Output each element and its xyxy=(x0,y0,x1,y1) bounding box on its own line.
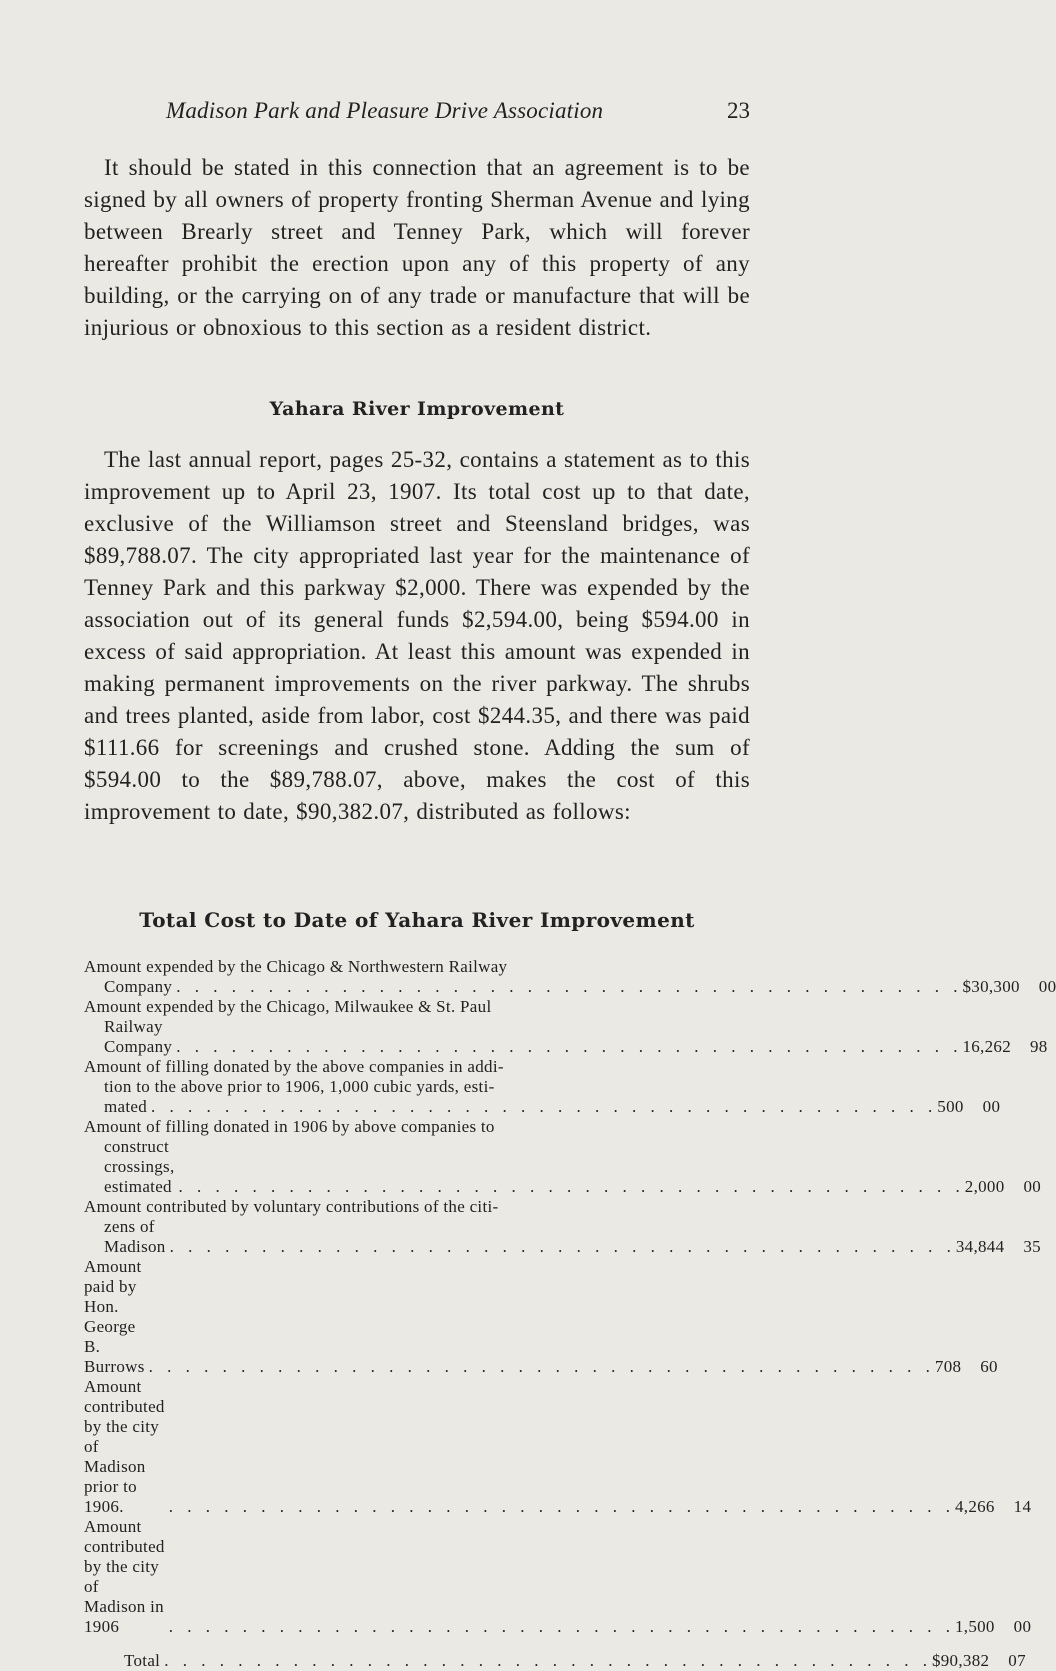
ledger-entry-final-line xyxy=(84,1517,1032,1637)
ledger-entry xyxy=(84,1377,1032,1517)
ledger-amount-cents: 00 xyxy=(1038,977,1056,996)
total-dollars: $90,382 xyxy=(931,1651,990,1670)
ledger-entry-line xyxy=(84,1057,750,1077)
ledger-entry-line xyxy=(84,997,750,1017)
ledger-amount xyxy=(955,1497,1031,1517)
ledger-amount xyxy=(935,1357,998,1377)
paragraph-improvement-cost: The last annual report, pages 25-32, contains a statement as to this improvement up to April 23, 1907. Its total cost up to that date, exclusive of the Williamson street and Steensland bridges, was $89,788.07. The city appropriated last year for the maintenance of Tenney Park and this parkway $2,000. There was expended by the association out of its general funds $2,594.00, being $594.00 in excess of said appropriation. At least this amount was expended in making permanent improvements on the river parkway. The shrubs and trees planted, aside from labor, cost $244.35, and there was paid $111.66 for screenings and crushed stone. Adding the sum of $594.00 to the $89,788.07, above, makes the cost of this improvement to date, $90,382.07, distributed as follows: xyxy=(84,447,750,824)
ledger-entry xyxy=(84,1197,1041,1257)
ledger-entry-line xyxy=(84,957,750,977)
ledger-entry-line xyxy=(84,1117,750,1137)
total-amount xyxy=(932,1651,1026,1671)
dot-leader: . . . . . . . . . . . . . . . . . . . . . . . . . . . . . . . . . . . . . . . . . . xyxy=(164,1651,932,1670)
ledger-entry-final-line xyxy=(84,1017,1048,1057)
ledger-entry-text: mated xyxy=(104,1097,148,1116)
ledger-amount xyxy=(962,1037,1047,1057)
dot-leader: . . . . . . . . . . . . . . . . . . . . . . . . . . . . . . . . . . . . . . . . . . . xyxy=(148,1357,935,1376)
ledger-entry-text: Amount paid by Hon. George B. Burrows xyxy=(84,1257,145,1376)
ledger-entry-text: Amount of filling donated in 1906 by above companies to xyxy=(84,1117,495,1136)
ledger-amount-cents: 00 xyxy=(982,1097,1001,1116)
page-header xyxy=(84,98,750,130)
ledger-amount-cents: 60 xyxy=(980,1357,998,1376)
table-heading-total-cost: Total Cost to Date of Yahara River Improvement xyxy=(139,908,695,932)
dot-leader: . . . . . . . . . . . . . . . . . . . . . . . . . . . . . . . . . . . . . . . . . . . xyxy=(168,1497,955,1516)
ledger-entry-text: Company xyxy=(104,977,173,996)
ledger-entry-final-line xyxy=(84,1257,998,1377)
ledger-amount-dollars: 708 xyxy=(934,1357,962,1376)
dot-leader: . . . . . . . . . . . . . . . . . . . . . . . . . . . . . . . . . . . . . . . . . . . xyxy=(176,1037,963,1056)
ledger-amount-cents: 98 xyxy=(1029,1037,1048,1056)
ledger-entry xyxy=(84,1057,1001,1117)
ledger-amount xyxy=(955,1617,1031,1637)
dot-leader: . . . . . . . . . . . . . . . . . . . . . . . . . . . . . . . . . . . . . . . . . . . xyxy=(151,1097,938,1116)
paragraph-agreement: It should be stated in this connection that an agreement is to be signed by all owners of property fronting Sherman Avenue and lying between Brearly street and Tenney Park, which will forever hereafter prohibit the erection upon any of this property of any building, or the carrying on of any trade or manufacture that will be injurious or obnoxious to this section as a resident district. xyxy=(84,155,750,340)
page-number: 23 xyxy=(727,98,750,123)
ledger-amount-dollars: 500 xyxy=(937,1097,964,1116)
ledger-entry-text: Amount expended by the Chicago & Northwestern Railway xyxy=(84,957,508,976)
ledger-entry-final-line xyxy=(84,1377,1032,1517)
dot-leader: . . . . . . . . . . . . . . . . . . . . . . . . . . . . . . . . . . . . . . . . . . . xyxy=(176,977,963,996)
ledger-amount xyxy=(965,1177,1041,1197)
ledger-entry-final-line xyxy=(84,1217,1041,1257)
ledger-amount-cents: 00 xyxy=(1013,1617,1032,1636)
ledger-entry-text: Amount contributed by the city of Madison in 1906 xyxy=(84,1517,165,1636)
ledger-entry xyxy=(84,997,1048,1057)
dot-leader: . . . . . . . . . . . . . . . . . . . . . . . . . . . . . . . . . . . . . . . . . . . xyxy=(178,1177,965,1196)
ledger-entry-final-line xyxy=(84,977,1056,997)
section-heading-yahara: Yahara River Improvement xyxy=(269,398,565,420)
ledger-entry-final-line xyxy=(84,1137,1042,1197)
ledger-amount-dollars: 4,266 xyxy=(954,1497,995,1516)
ledger-entry-text: Amount of filling donated by the above companies in addi- xyxy=(84,1057,504,1076)
ledger-amount-cents: 14 xyxy=(1013,1497,1032,1516)
ledger-entry-text: Amount expended by the Chicago, Milwaukee & St. Paul xyxy=(84,997,492,1016)
ledger-entry-text: zens of Madison xyxy=(104,1217,166,1256)
ledger-entry-text: Amount contributed by the city of Madison prior to 1906. xyxy=(84,1377,165,1516)
ledger-entry-final-line xyxy=(84,1097,1001,1117)
ledger-entry-text: construct crossings, estimated xyxy=(104,1137,175,1196)
ledger-amount xyxy=(962,977,1056,997)
dot-leader: . . . . . . . . . . . . . . . . . . . . . . . . . . . . . . . . . . . . . . . . . . . xyxy=(168,1617,955,1636)
ledger-amount xyxy=(956,1237,1041,1257)
dot-leader: . . . . . . . . . . . . . . . . . . . . . . . . . . . . . . . . . . . . . . . . . . . xyxy=(169,1237,956,1256)
ledger-amount-dollars: 2,000 xyxy=(964,1177,1005,1196)
total-cents: 07 xyxy=(1008,1651,1026,1670)
ledger-amount-cents: 00 xyxy=(1023,1177,1042,1196)
cost-ledger xyxy=(84,957,1056,1671)
ledger-entry-text: Railway Company xyxy=(104,1017,173,1056)
ledger-amount-dollars: 16,262 xyxy=(962,1037,1012,1056)
ledger-entry-text: Amount contributed by voluntary contributions of the citi- xyxy=(84,1197,499,1216)
ledger-entry-text: tion to the above prior to 1906, 1,000 cubic yards, esti- xyxy=(104,1077,495,1096)
total-label: Total xyxy=(124,1651,161,1670)
ledger-amount-dollars: 1,500 xyxy=(954,1617,995,1636)
ledger-entry xyxy=(84,1517,1032,1637)
ledger-entry xyxy=(84,1117,1042,1197)
ledger-entry xyxy=(84,957,1056,997)
ledger-total-row xyxy=(84,1651,1026,1671)
ledger-amount xyxy=(937,1097,1000,1117)
running-title: Madison Park and Pleasure Drive Association xyxy=(166,98,604,123)
ledger-entry xyxy=(84,1257,998,1377)
ledger-amount-dollars: 34,844 xyxy=(955,1237,1005,1256)
ledger-amount-dollars: $30,300 xyxy=(962,977,1020,996)
ledger-amount-cents: 35 xyxy=(1023,1237,1041,1256)
ledger-entry-line xyxy=(84,1077,750,1097)
ledger-entry-line xyxy=(84,1197,750,1217)
